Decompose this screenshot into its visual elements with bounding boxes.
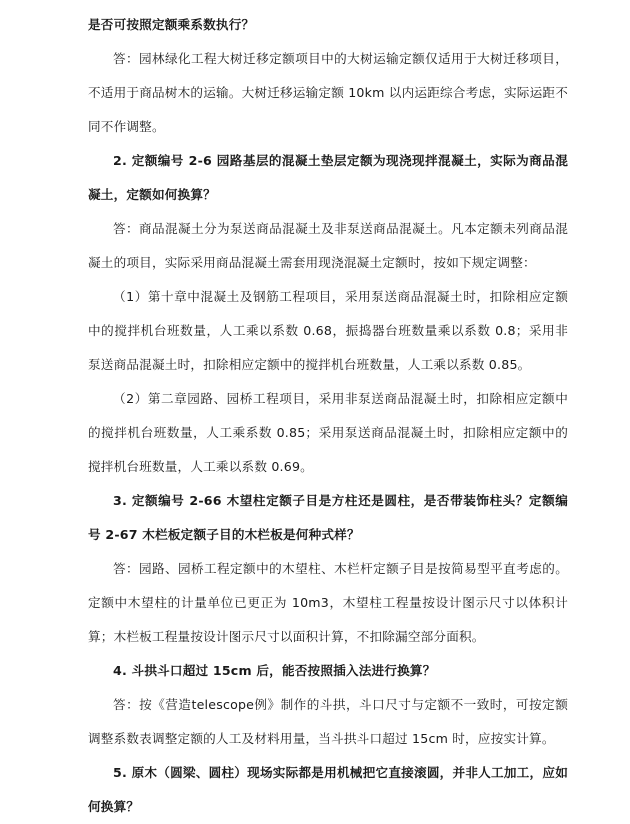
paragraph: 是否可按照定额乘系数执行？ xyxy=(88,17,255,32)
paragraph: （2）第二章园路、园桥工程项目，采用非泵送商品混凝土时，扣除相应定额中的搅拌机台班数量，人工乘系数 0.85；采用泵送商品混凝土时，扣除相应定额中的搅拌机台班数量，人工乘以系数 0.69。 xyxy=(88,391,568,474)
paragraph: 3. 定额编号 2-66 木望柱定额子目是方柱还是圆柱，是否带装饰柱头？定额编号 2-67 木栏板定额子目的木栏板是何种式样？ xyxy=(88,493,568,542)
document-body xyxy=(88,8,568,824)
paragraph: （1）第十章中混凝土及钢筋工程项目，采用泵送商品混凝土时，扣除相应定额中的搅拌机台班数量，人工乘以系数 0.68，振捣器台班数量乘以系数 0.8；采用非泵送商品混凝土时，扣除相应定额中的搅拌机台班数量，人工乘以系数 0.85。 xyxy=(88,289,568,372)
paragraph: 2. 定额编号 2-6 园路基层的混凝土垫层定额为现浇现拌混凝土，实际为商品混凝土，定额如何换算？ xyxy=(88,153,568,202)
paragraph: 答：园路、园桥工程定额中的木望柱、木栏杆定额子目是按简易型平直考虑的。定额中木望柱的计量单位已更正为 10m3，木望柱工程量按设计图示尺寸以体积计算；木栏板工程量按设计图示尺寸以面积计算，不扣除漏空部分面积。 xyxy=(88,561,568,644)
paragraph: 4. 斗拱斗口超过 15cm 后，能否按照插入法进行换算？ xyxy=(113,663,436,678)
paragraph: 5. 原木（圆梁、圆柱）现场实际都是用机械把它直接滚圆，并非人工加工，应如何换算？ xyxy=(88,765,568,814)
paragraph: 答：园林绿化工程大树迁移定额项目中的大树运输定额仅适用于大树迁移项目，不适用于商品树木的运输。大树迁移运输定额 10km 以内运距综合考虑，实际运距不同不作调整。 xyxy=(88,51,568,134)
paragraph: 答：商品混凝土分为泵送商品混凝土及非泵送商品混凝土。凡本定额未列商品混凝土的项目，实际采用商品混凝土需套用现浇混凝土定额时，按如下规定调整： xyxy=(88,221,568,270)
paragraph: 答：按《营造telescope例》制作的斗拱，斗口尺寸与定额不一致时，可按定额调整系数表调整定额的人工及材料用量，当斗拱斗口超过 15cm 时，应按实计算。 xyxy=(88,697,568,746)
